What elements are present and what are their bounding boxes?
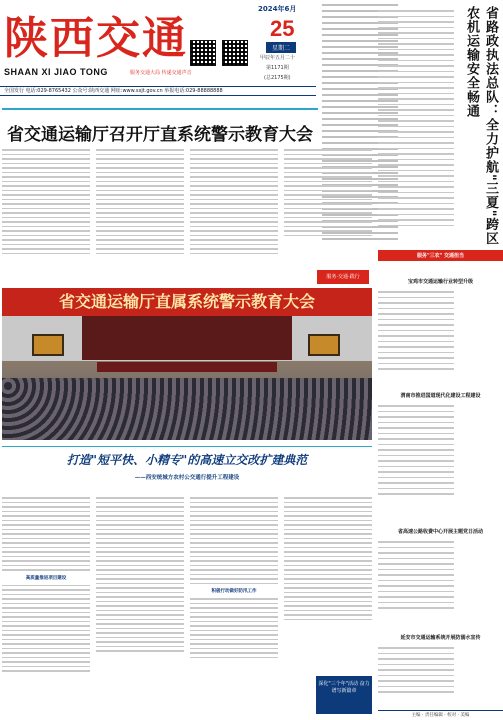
lead-headline[interactable]: 省交通运输厅召开厅直系统警示教育大会 bbox=[7, 125, 313, 145]
meeting-photo[interactable] bbox=[2, 288, 372, 440]
article-column bbox=[284, 146, 372, 266]
news-item-title: 省高速公路收费中心开展主题党日活动 bbox=[397, 529, 483, 535]
news-item[interactable] bbox=[378, 632, 503, 697]
left-screen bbox=[32, 334, 64, 356]
sub-story-subtitle: ——西安统城方农村公交通行提升工程建设 bbox=[134, 475, 240, 481]
news-item[interactable] bbox=[378, 526, 503, 613]
date-day: 25 bbox=[270, 16, 295, 41]
article-column bbox=[190, 146, 278, 266]
section-heading: 积极行动做好防汛工作 bbox=[211, 589, 257, 594]
page-footer: 主编 · 责任编辑 · 校对 · 美编 bbox=[378, 710, 503, 720]
date-issue: 第1171期 bbox=[266, 65, 289, 71]
right-column bbox=[378, 0, 503, 720]
news-item-title: 渭南市推进国道现代化建设工程建设 bbox=[400, 393, 481, 399]
audience bbox=[2, 378, 372, 440]
meeting-banner: 省交通运输厅直属系统警示教育大会 bbox=[2, 288, 372, 316]
date-lunar: 甲辰年五月二十 bbox=[260, 55, 296, 61]
section-banner-label: 服务"三农" 交通担当 bbox=[378, 250, 503, 261]
text-lines bbox=[378, 647, 454, 693]
lead-story-body bbox=[2, 146, 372, 266]
right-screen bbox=[308, 334, 340, 356]
article-column bbox=[96, 494, 184, 714]
lead-story-header bbox=[2, 108, 318, 144]
date-total: (总2175期) bbox=[264, 75, 291, 81]
news-item-title: 延安市交通运输系统开展防溺水宣传 bbox=[400, 635, 481, 641]
section-heading: 高质量推进项目建设 bbox=[25, 575, 67, 581]
info-bar: 全国发行 电话:029-8765432 公众号:陕西交通 网址:www.sxjt.gov.cn 举报电话:029-88888888 bbox=[0, 86, 316, 96]
date-year-month: 2024年6月 bbox=[258, 5, 297, 13]
text-lines bbox=[378, 6, 454, 230]
article-column bbox=[2, 494, 90, 714]
qr-code-icon bbox=[190, 40, 216, 66]
sub-story-header bbox=[2, 446, 372, 490]
news-item-title: 宝鸡市交通运输行业转型升级 bbox=[407, 279, 473, 285]
article-column bbox=[2, 146, 90, 266]
date-box bbox=[258, 2, 318, 82]
rostrum bbox=[97, 362, 277, 372]
stage-backdrop bbox=[82, 316, 292, 360]
date-weekday: 星期二 bbox=[266, 42, 296, 53]
masthead-title: 陕西交通 bbox=[4, 13, 188, 64]
sub-story-title[interactable]: 打造"短平快、小精专"的高速立交改扩建典范 bbox=[66, 453, 308, 467]
bottom-badge: 深化"三个年"活动 奋力谱写新篇章 bbox=[316, 676, 372, 714]
text-lines bbox=[378, 291, 454, 370]
article-column bbox=[96, 146, 184, 266]
section-banner bbox=[378, 250, 503, 261]
news-item[interactable] bbox=[378, 276, 503, 374]
news-item[interactable] bbox=[378, 390, 503, 499]
text-lines bbox=[378, 541, 454, 609]
red-tag: 服务·交通·践行 bbox=[317, 270, 369, 284]
vertical-headline[interactable]: 省路政执法总队：全力护航"三夏"跨区农机运输安全畅通 bbox=[464, 6, 498, 246]
masthead-slogan: 服务交通大局 传递交通声音 bbox=[130, 70, 192, 76]
masthead-pinyin: SHAAN XI JIAO TONG bbox=[4, 67, 108, 77]
text-lines bbox=[378, 405, 454, 495]
masthead bbox=[0, 0, 320, 84]
qr-code-icon bbox=[222, 40, 248, 66]
article-column bbox=[190, 494, 278, 714]
